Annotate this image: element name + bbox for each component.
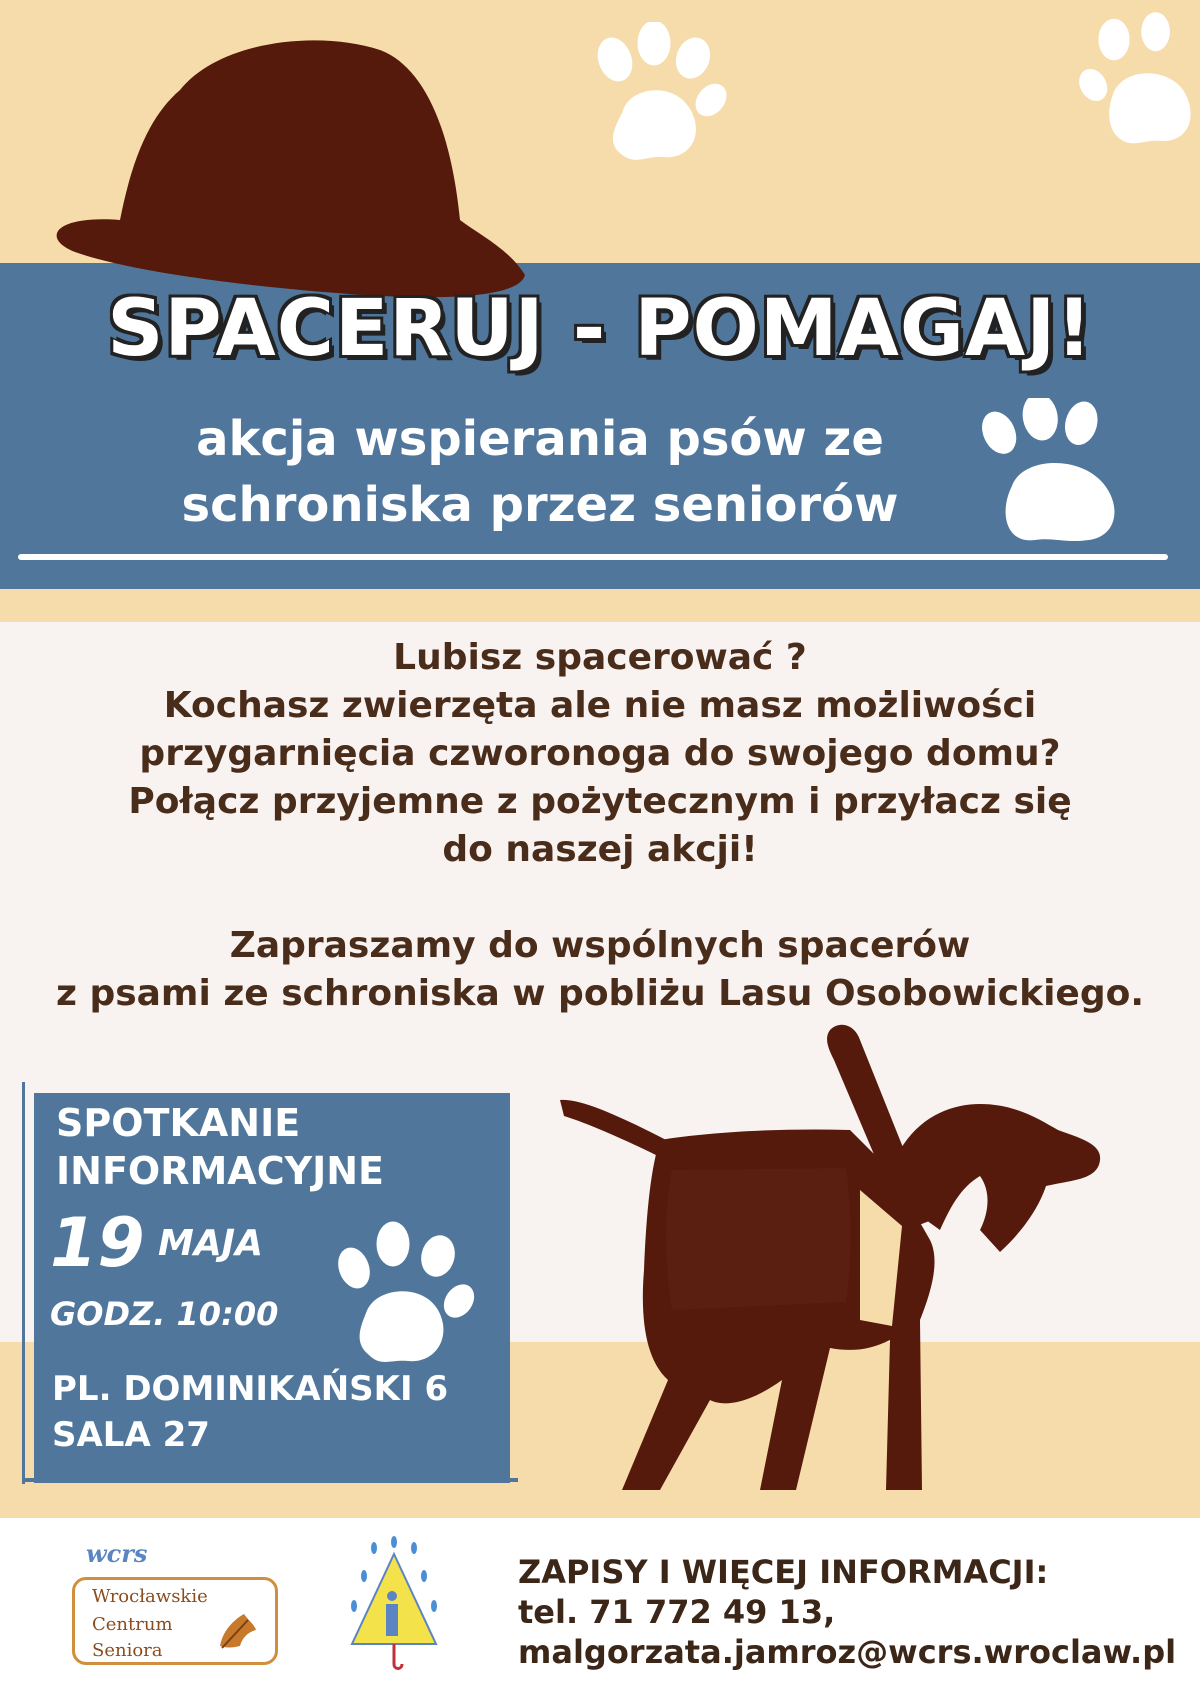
meeting-month: MAJA xyxy=(158,1223,263,1264)
body-line-7: z psami ze schroniska w pobliżu Lasu Osobowickiego. xyxy=(55,973,1145,1014)
umbrella-logo-icon xyxy=(344,1536,444,1676)
paw-icon xyxy=(585,22,735,172)
body-line-1: Lubisz spacerować ? xyxy=(393,637,807,678)
center-logo-line-3: Seniora xyxy=(92,1640,163,1661)
paw-icon xyxy=(1075,10,1200,160)
center-logo-line-1: Wrocławskie xyxy=(92,1586,208,1607)
meeting-label-line-1: SPOTKANIE xyxy=(56,1101,301,1145)
wcrs-logo-text: wcrs xyxy=(86,1539,148,1568)
info-frame xyxy=(22,1082,25,1484)
oak-leaf-icon xyxy=(212,1606,262,1656)
body-line-3: przygarnięcia czworonoga do swojego domu? xyxy=(139,733,1061,774)
contact-email[interactable]: malgorzata.jamroz@wcrs.wroclaw.pl xyxy=(518,1633,1177,1671)
meeting-address-line-2: SALA 27 xyxy=(52,1415,210,1455)
paw-icon xyxy=(976,398,1136,548)
dog-icon xyxy=(560,1020,1180,1510)
body-line-5: do naszej akcji! xyxy=(442,829,758,870)
hat-icon xyxy=(20,20,580,310)
subtitle-line-1: akcja wspierania psów ze xyxy=(196,411,884,467)
contact-heading: ZAPISY I WIĘCEJ INFORMACJI: xyxy=(518,1553,1049,1591)
page-title: SPACERUJ - POMAGAJ! xyxy=(107,284,1093,374)
contact-phone[interactable]: tel. 71 772 49 13, xyxy=(518,1593,836,1631)
meeting-label-line-2: INFORMACYJNE xyxy=(56,1149,384,1193)
meeting-day: 19 xyxy=(50,1204,145,1283)
paw-icon xyxy=(330,1220,480,1370)
body-line-2: Kochasz zwierzęta ale nie masz możliwości xyxy=(163,685,1037,726)
banner-divider xyxy=(18,554,1168,560)
meeting-time: GODZ. 10:00 xyxy=(50,1295,279,1333)
meeting-address-line-1: PL. DOMINIKAŃSKI 6 xyxy=(52,1369,449,1409)
subtitle-line-2: schroniska przez seniorów xyxy=(181,477,899,533)
body-line-4: Połącz przyjemne z pożytecznym i przyłacz się xyxy=(128,781,1072,822)
center-logo-line-2: Centrum xyxy=(92,1614,173,1635)
body-line-6: Zapraszamy do wspólnych spacerów xyxy=(229,925,971,966)
